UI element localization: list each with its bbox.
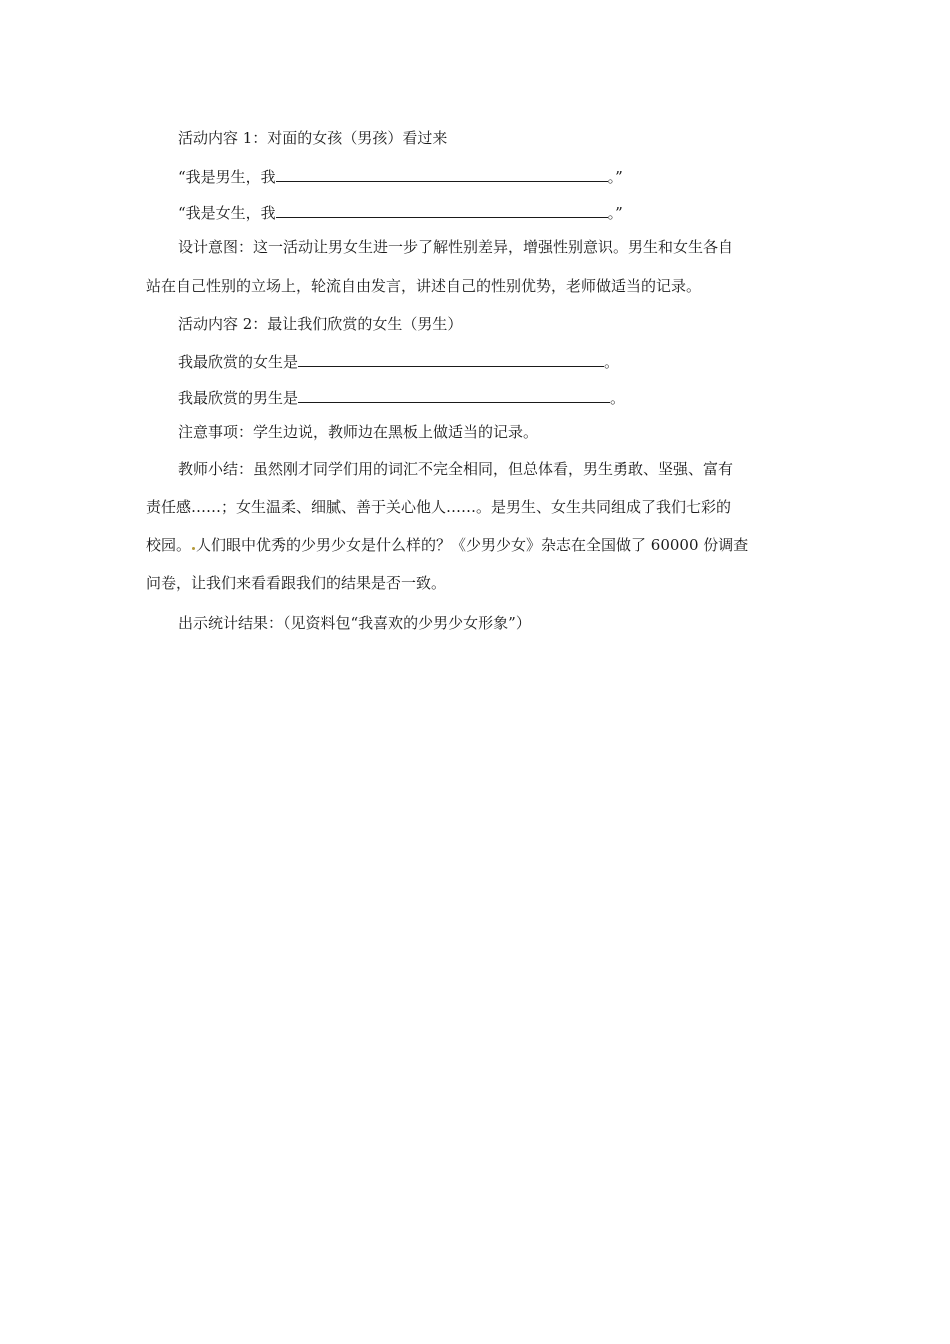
favorite-boy-suffix: 。 (610, 389, 626, 407)
design-intent-line-1: 设计意图：这一活动让男女生进一步了解性别差异，增强性别意识。男生和女生各自 (178, 238, 734, 256)
summary-line-3-rest: 人们眼中优秀的少男少女是什么样的？《少男少女》杂志在全国做了 60000 份调查 (196, 536, 749, 554)
note-line: 注意事项：学生边说，教师边在黑板上做适当的记录。 (178, 423, 539, 441)
favorite-girl-suffix: 。 (604, 353, 620, 371)
boy-statement-prefix: “我是男生，我 (178, 168, 276, 186)
summary-line-4: 问卷，让我们来看看跟我们的结果是否一致。 (146, 574, 447, 592)
activity1-title: 活动内容 1：对面的女孩（男孩）看过来 (178, 129, 448, 147)
favorite-girl-line (178, 350, 619, 372)
stray-mark (192, 547, 195, 550)
favorite-girl-blank (298, 350, 604, 367)
girl-statement-line (178, 201, 623, 223)
boy-statement-line (178, 165, 623, 187)
favorite-girl-prefix: 我最欣赏的女生是 (178, 353, 299, 371)
design-intent-line-2: 站在自己性别的立场上，轮流自由发言，讲述自己的性别优势，老师做适当的记录。 (146, 277, 702, 295)
favorite-boy-blank (298, 386, 610, 403)
girl-statement-suffix: 。” (607, 204, 623, 222)
girl-statement-blank (276, 201, 608, 218)
result-line: 出示统计结果：（见资料包“我喜欢的少男少女形象”） (178, 614, 531, 632)
girl-statement-prefix: “我是女生，我 (178, 204, 276, 222)
summary-line-3 (146, 535, 806, 555)
boy-statement-suffix: 。” (607, 168, 623, 186)
favorite-boy-line (178, 386, 625, 408)
favorite-boy-prefix: 我最欣赏的男生是 (178, 389, 299, 407)
activity2-title: 活动内容 2：最让我们欣赏的女生（男生） (178, 315, 463, 333)
boy-statement-blank (276, 165, 608, 182)
summary-line-1: 教师小结：虽然刚才同学们用的词汇不完全相同，但总体看，男生勇敢、坚强、富有 (178, 460, 734, 478)
summary-line-3-start: 校园。 (146, 536, 192, 554)
summary-line-2: 责任感……；女生温柔、细腻、善于关心他人……。是男生、女生共同组成了我们七彩的 (146, 498, 732, 516)
